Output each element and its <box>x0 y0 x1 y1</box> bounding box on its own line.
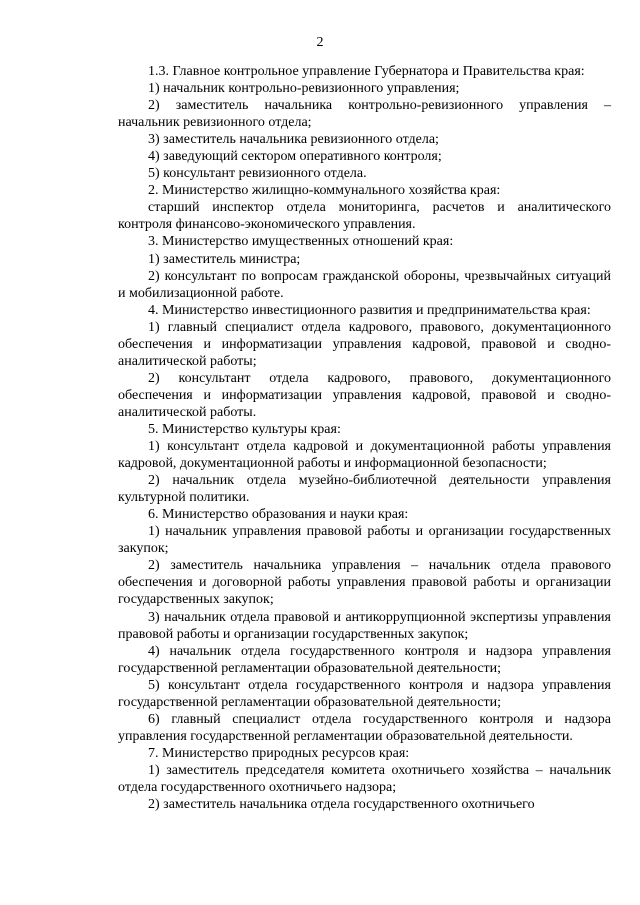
paragraph: 6. Министерство образования и науки края: <box>148 507 409 523</box>
paragraph: 2. Министерство жилищно-коммунального хозяйства края: <box>148 183 501 199</box>
paragraph: 1) заместитель министра; <box>148 251 301 267</box>
paragraph: 5) консультант ревизионного отдела. <box>148 166 367 182</box>
paragraph: 3) заместитель начальника ревизионного отдела; <box>148 132 439 148</box>
paragraph: 3. Министерство имущественных отношений края: <box>148 234 454 250</box>
paragraph: 2) начальник отдела музейно-библиотечной деятельности управления культурной политики. <box>118 473 611 506</box>
paragraph: 5) консультант отдела государственного контроля и надзора управления государственной регламентации образовательной деятельности; <box>118 677 611 710</box>
paragraph: 2) заместитель начальника контрольно-ревизионного управления – начальник ревизионного отдела; <box>118 98 611 131</box>
paragraph: 2) заместитель начальника отдела государственного охотничьего <box>148 797 535 813</box>
paragraph: 5. Министерство культуры края: <box>148 421 341 437</box>
page-number: 2 <box>316 35 324 50</box>
paragraph: 1) консультант отдела кадровой и документационной работы управления кадровой, документационной работы и информационной безопасности; <box>118 439 611 472</box>
paragraph: 4. Министерство инвестиционного развития и предпринимательства края: <box>148 302 591 318</box>
paragraph: 1.3. Главное контрольное управление Губернатора и Правительства края: <box>148 64 585 79</box>
paragraph: 1) начальник контрольно-ревизионного управления; <box>148 81 460 97</box>
paragraph: 7. Министерство природных ресурсов края: <box>148 745 410 761</box>
paragraph: 2) консультант отдела кадрового, правового, документационного обеспечения и информатизации управления кадровой, правовой и сводно-аналитической работы. <box>118 370 611 420</box>
paragraph: 1) начальник управления правовой работы и организации государственных закупок; <box>118 524 611 557</box>
paragraph: 1) заместитель председателя комитета охотничьего хозяйства – начальник отдела государственного охотничьего надзора; <box>118 762 611 795</box>
paragraph: 2) консультант по вопросам гражданской обороны, чрезвычайных ситуаций и мобилизационной работе. <box>118 268 611 301</box>
paragraph: 1) главный специалист отдела кадрового, правового, документационного обеспечения и информатизации управления кадровой, правовой и сводно-аналитической работы; <box>118 319 611 369</box>
paragraph: старший инспектор отдела мониторинга, расчетов и аналитического контроля финансово-экономического управления. <box>118 200 611 233</box>
paragraph: 6) главный специалист отдела государственного контроля и надзора управления государственной регламентации образовательной деятельности. <box>118 711 611 744</box>
paragraph: 4) заведующий сектором оперативного контроля; <box>148 149 442 165</box>
document-body <box>118 63 611 813</box>
paragraph: 4) начальник отдела государственного контроля и надзора управления государственной регламентации образовательной деятельности; <box>118 643 611 676</box>
paragraph: 2) заместитель начальника управления – начальник отдела правового обеспечения и договорной работы управления правовой работы и организации государственных закупок; <box>118 558 611 608</box>
paragraph: 3) начальник отдела правовой и антикоррупционной экспертизы управления правовой работы и организации государственных закупок; <box>118 609 611 642</box>
